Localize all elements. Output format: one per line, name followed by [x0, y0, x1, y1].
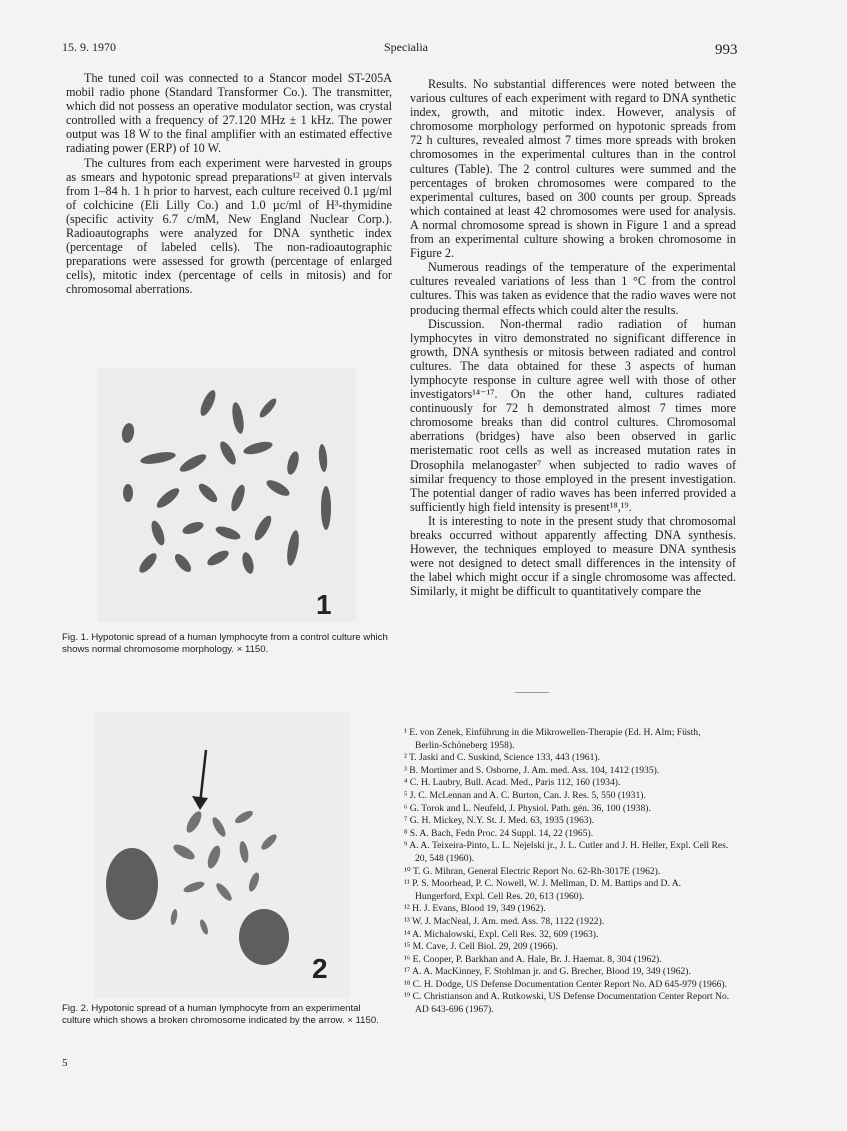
paragraph: The cultures from each experiment were harvested in groups as smears and hypotonic spread preparations¹² at given intervals from 1–84 h. 1 h prior to harvest, each culture received 0.1 µg/ml of colchicine (Eli Lilly Co.) and 1.0 µc/ml of H³-thymidine (specific activity 6.7 c/mM, New England Nuclear Corp.). Radioautographs were analyzed for DNA synthetic index (percentage of labeled cells). The non-radioautographic preparations were assessed for growth (percentage of enlarged cells), mitotic index (percentage of cells in mitosis) and for chromosomal aberrations.	[66, 155, 392, 297]
reference-item: ⁹ A. A. Teixeira-Pinto, L. L. Nejelski jr., J. L. Cutler and J. H. Heller, Expl. Cell Res. 20, 548 (1960).	[404, 840, 729, 864]
reference-item: ⁴ C. H. Laubry, Bull. Acad. Med., Paris 112, 160 (1934).	[404, 777, 621, 789]
reference-item: ⁵ J. C. McLennan and A. C. Burton, Can. J. Res. 5, 550 (1931).	[404, 789, 646, 801]
reference-item: ¹³ W. J. MacNeal, J. Am. med. Ass. 78, 1122 (1922).	[404, 915, 605, 927]
figure-1-number: 1	[316, 589, 332, 620]
reference-item: ⁶ G. Torok and L. Neufeld, J. Physiol. Path. gén. 36, 100 (1938).	[404, 802, 651, 814]
paragraph: It is interesting to note in the present study that chromosomal breaks occurred without apparently affecting DNA synthesis. However, the techniques employed to measure DNA synthesis were not designed to detect small differences in the intensity of the label which might occur if a single chromosome was affected. Similarly, it might be difficult to quantitatively compare the	[410, 513, 736, 599]
figure-2-number: 2	[312, 953, 328, 984]
reference-item: ⁷ G. H. Mickey, N.Y. St. J. Med. 63, 1935 (1963).	[404, 815, 595, 827]
figure-2-micrograph	[94, 712, 350, 998]
reference-item: ² T. Jaski and C. Suskind, Science 133, 443 (1961).	[404, 752, 600, 764]
reference-item: ³ B. Mortimer and S. Osborne, J. Am. med. Ass. 104, 1412 (1935).	[404, 764, 660, 776]
chromosome-spread-image	[98, 368, 356, 622]
reference-item: ¹⁷ A. A. MacKinney, F. Stohlman jr. and G. Brecher, Blood 19, 349 (1962).	[404, 966, 691, 978]
figure-1-caption: Fig. 1. Hypotonic spread of a human lymphocyte from a control culture which shows normal chromosome morphology. × 1150.	[62, 632, 388, 656]
reference-item: ¹⁴ A. Michalowski, Expl. Cell Res. 32, 609 (1963).	[404, 928, 599, 940]
reference-item: ¹⁹ C. Christianson and A. Rutkowski, US Defense Documentation Center Report No. AD 643-696 (1967).	[404, 991, 730, 1016]
footer-page-mark: 5	[62, 1057, 68, 1069]
paragraph: Numerous readings of the temperature of the experimental cultures revealed variations of less than 1 °C from the control cultures. This was taken as evidence that the radio waves were not producing thermal effects which could alter the results.	[410, 260, 736, 317]
paragraph: Discussion. Non-thermal radio radiation of human lymphocytes in vitro demonstrated no significant difference in growth, DNA synthesis or mitosis between radiated and control cultures. The data obtained for these 3 aspects of human lymphocyte response in culture agree well with those of other investigators¹⁴⁻¹⁷. On the other hand, cultures radiated continuously for 72 h demonstrated almost 7 times more chromosome breaks than did control cultures. Chromosomal aberrations (bridges) have also been observed in garlic meristematic root cells as well as increased mutation rates in Drosophila melanogaster⁷ when subjected to radio waves of similar frequency to those employed in the present investigation. The potential danger of radio waves has been inferred provided a sufficiently high field intensity is present¹⁸,¹⁹.	[410, 316, 736, 514]
reference-item: ¹ E. von Zenek, Einführung in die Mikrowellen-Therapie (Ed. H. Alm; Füsth, Berlin-Schöneberg 1958).	[404, 727, 701, 751]
divider	[515, 692, 549, 693]
figure-2-caption: Fig. 2. Hypotonic spread of a human lymphocyte from an experimental culture which shows a broken chromosome indicated by the arrow. × 1150.	[62, 1003, 379, 1027]
reference-item: ¹¹ P. S. Moorhead, P. C. Nowell, W. J. Mellman, D. M. Battips and D. A. Hungerford, Expl. Cell Res. 20, 613 (1960).	[404, 878, 682, 902]
right-column	[410, 77, 736, 598]
paragraph: The tuned coil was connected to a Stancor model ST-205A mobil radio phone (Standard Transformer Co.). The transmitter, which did not possess an operative modulator section, was crystal controlled with a frequency of 27.120 MHz ± 1 kHz. The power output was 18 W to the final amplifier with an estimated effective radiating power (ERP) of 10 W.	[66, 71, 392, 156]
figure-1-micrograph	[98, 368, 356, 622]
header-section: Specialia	[384, 40, 428, 54]
paragraph: Results. No substantial differences were noted between the various cultures of each experiment with regard to DNA synthetic index, growth, and mitotic index. However, analysis of chromosome morphology performed on hypotonic spreads from 72 h cultures, revealed almost 7 times more spreads with broken chromosomes in the experimental cultures than in the control cultures (Table). The 2 control cultures were summed and the percentages of broken chromosomes were compared to the experimental cultures, based on 300 counts per group. Spreads which contained at least 42 chromosomes were used for analysis. A normal chromosome spread is shown in Figure 1 and a spread from an experimental culture showing a broken chromosome in Figure 2.	[410, 77, 736, 261]
reference-item: ¹⁸ C. H. Dodge, US Defense Documentation Center Report No. AD 645-979 (1966).	[404, 978, 728, 990]
reference-item: ¹² H. J. Evans, Blood 19, 349 (1962).	[404, 903, 546, 915]
reference-item: ¹⁶ E. Cooper, P. Barkhan and A. Hale, Br. J. Haemat. 8, 304 (1962).	[404, 953, 662, 965]
references-list	[404, 727, 730, 1017]
header-date: 15. 9. 1970	[62, 40, 116, 54]
page-number: 993	[715, 42, 738, 58]
left-column	[66, 71, 392, 297]
chromosome-spread-image	[94, 712, 350, 998]
reference-item: ¹⁵ M. Cave, J. Cell Biol. 29, 209 (1966).	[404, 941, 558, 953]
reference-item: ⁸ S. A. Bach, Fedn Proc. 24 Suppl. 14, 22 (1965).	[404, 827, 594, 839]
reference-item: ¹⁰ T. G. Mihran, General Electric Report No. 62-Rh-3017E (1962).	[404, 865, 661, 877]
